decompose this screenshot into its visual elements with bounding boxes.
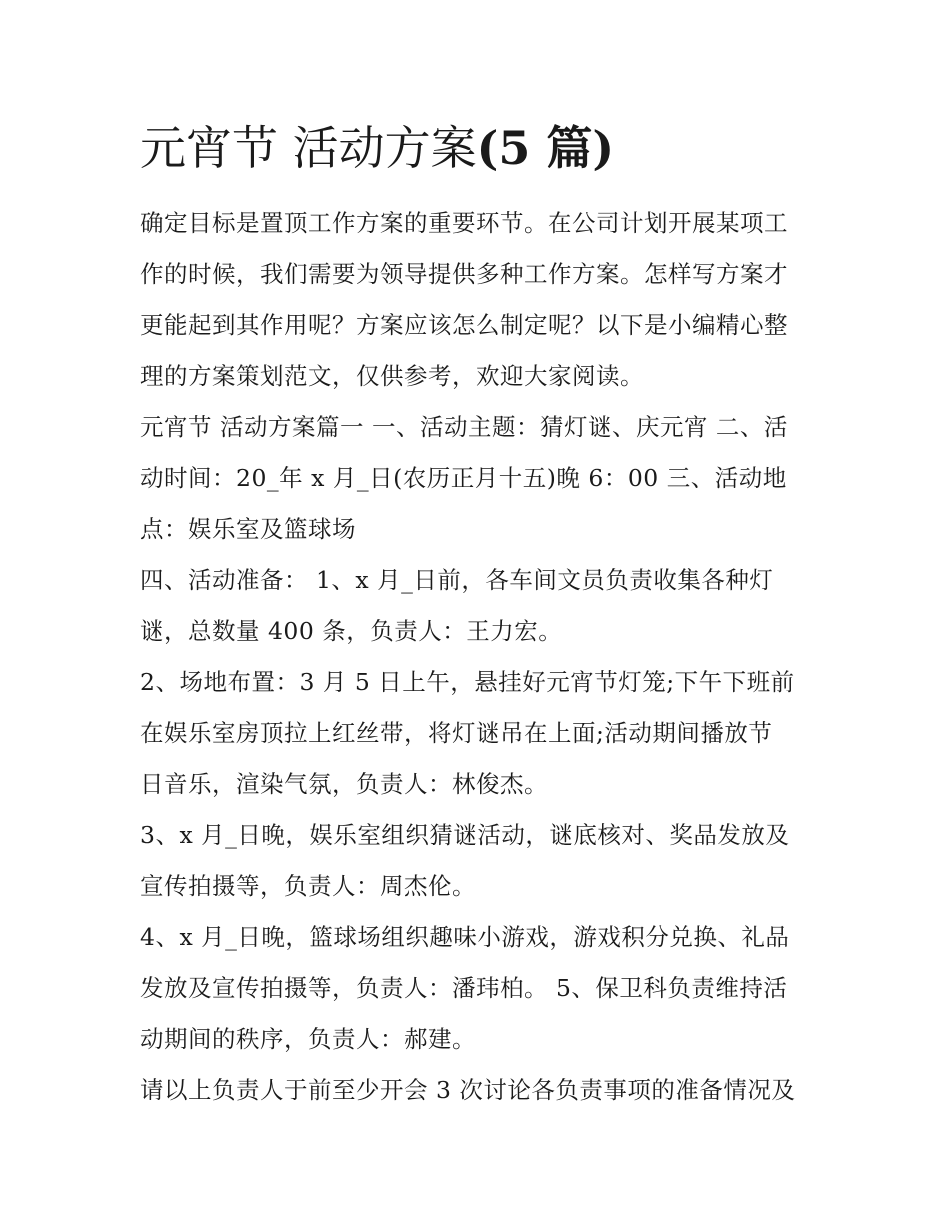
text-line: 元宵节 活动方案篇一 一、活动主题：猜灯谜、庆元宵 二、活 bbox=[140, 413, 788, 441]
text-line: 动时间：20_年 x 月_日(农历正月十五)晚 6：00 三、活动地 bbox=[140, 464, 787, 492]
text-line: 四、活动准备： 1、x 月_日前，各车间文员负责收集各种灯 bbox=[140, 566, 774, 594]
text-line: 4、x 月_日晚，篮球场组织趣味小游戏，游戏积分兑换、礼品 bbox=[140, 923, 790, 951]
text-line: 谜，总数量 400 条，负责人：王力宏。 bbox=[140, 617, 563, 645]
text-line: 宣传拍摄等，负责人：周杰伦。 bbox=[140, 872, 476, 900]
text-line: 理的方案策划范文，仅供参考，欢迎大家阅读。 bbox=[140, 362, 644, 390]
text-line: 确定目标是置顶工作方案的重要环节。在公司计划开展某项工 bbox=[140, 209, 788, 237]
text-line: 3、x 月_日晚，娱乐室组织猜谜活动，谜底核对、奖品发放及 bbox=[140, 821, 790, 849]
text-line: 点：娱乐室及篮球场 bbox=[140, 515, 356, 543]
paragraph-intro bbox=[140, 198, 812, 402]
paragraph-meeting bbox=[140, 1065, 812, 1116]
document-title bbox=[140, 118, 614, 178]
paragraph-riddle-activity bbox=[140, 810, 812, 912]
paragraph-theme-time-place bbox=[140, 402, 812, 555]
text-line: 发放及宣传拍摄等，负责人：潘玮柏。 5、保卫科负责维持活 bbox=[140, 974, 788, 1002]
text-line: 更能起到其作用呢？方案应该怎么制定呢？以下是小编精心整 bbox=[140, 311, 788, 339]
paragraph-preparation bbox=[140, 555, 812, 657]
text-line: 日音乐，渲染气氛，负责人：林俊杰。 bbox=[140, 770, 548, 798]
text-line: 2、场地布置：3 月 5 日上午，悬挂好元宵节灯笼;下午下班前 bbox=[140, 668, 795, 696]
paragraph-games bbox=[140, 912, 812, 1065]
document-body bbox=[140, 198, 812, 1116]
text-line: 动期间的秩序，负责人：郝建。 bbox=[140, 1025, 476, 1053]
text-line: 请以上负责人于前至少开会 3 次讨论各负责事项的准备情况及 bbox=[140, 1076, 796, 1104]
text-line: 在娱乐室房顶拉上红丝带，将灯谜吊在上面;活动期间播放节 bbox=[140, 719, 773, 747]
title-suffix: (5 篇) bbox=[476, 121, 615, 175]
title-main: 元宵节 活动方案 bbox=[140, 121, 477, 175]
text-line: 作的时候，我们需要为领导提供多种工作方案。怎样写方案才 bbox=[140, 260, 788, 288]
paragraph-venue-setup bbox=[140, 657, 812, 810]
